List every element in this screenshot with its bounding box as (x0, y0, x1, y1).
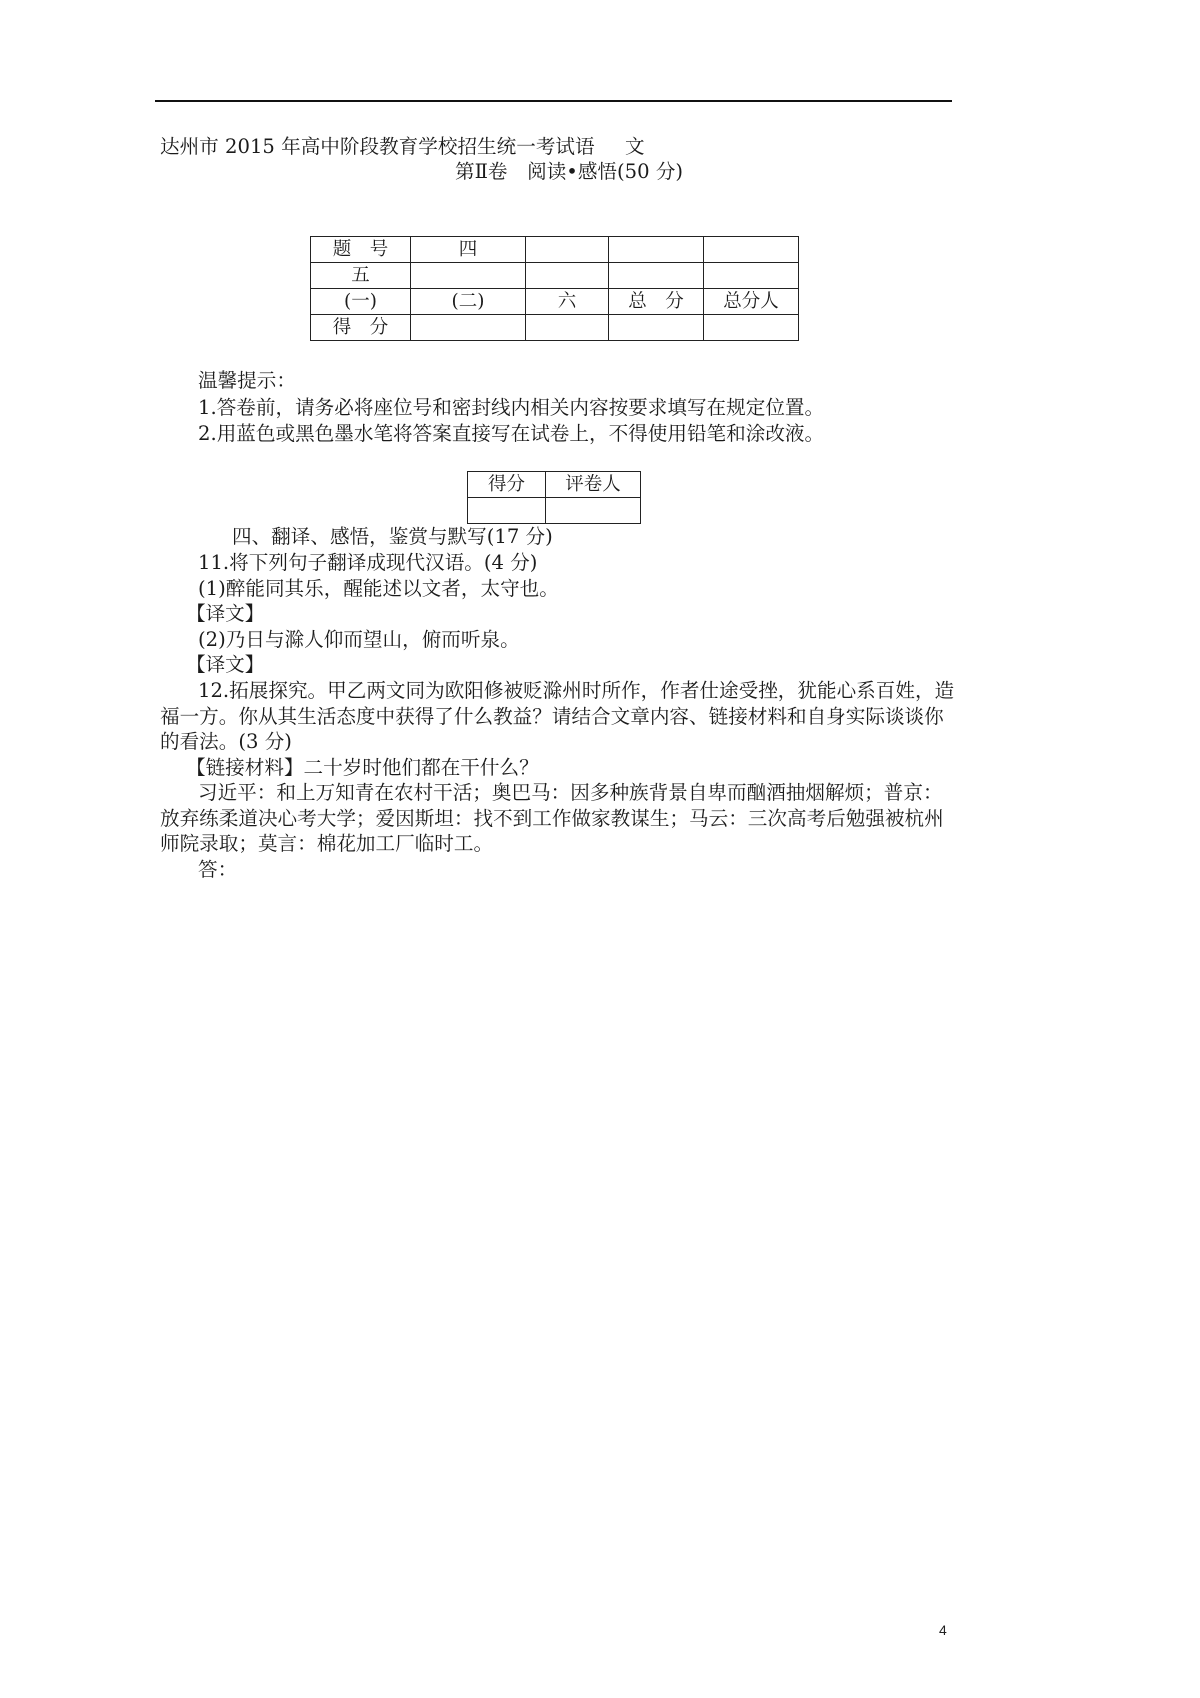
exam-title-subject: 文 (625, 135, 645, 158)
score-cell (704, 315, 799, 341)
link-material-heading: 【链接材料】二十岁时他们都在干什么？ (186, 756, 539, 779)
header-rule (155, 100, 952, 102)
score-cell (411, 315, 526, 341)
tips-heading: 温馨提示： (198, 369, 296, 392)
score-cell (609, 237, 704, 263)
score-cell: 总分人 (704, 289, 799, 315)
score-cell (526, 315, 609, 341)
grader-cell-grader: 评卷人 (546, 472, 641, 498)
link-material-line: 放弃练柔道决心考大学；爱因斯坦：找不到工作做家教谋生；马云：三次高考后勉强被杭州 (160, 807, 944, 830)
tip-item: 1.答卷前，请务必将座位号和密封线内相关内容按要求填写在规定位置。 (198, 396, 825, 419)
score-table-row (311, 237, 799, 263)
grader-cell-grader-value (546, 498, 641, 524)
grader-table (467, 471, 641, 524)
score-cell (526, 237, 609, 263)
grader-table-row (468, 498, 641, 524)
grader-table-row (468, 472, 641, 498)
score-table-row (311, 289, 799, 315)
score-cell (609, 263, 704, 289)
score-cell (704, 263, 799, 289)
page-number: 4 (939, 1622, 947, 1638)
translation-label: 【译文】 (186, 653, 265, 676)
score-cell (526, 263, 609, 289)
section-subtitle: 第Ⅱ卷 阅读•感悟(50 分) (455, 160, 684, 183)
question-12-line: 12.拓展探究。甲乙两文同为欧阳修被贬滁州时所作，作者仕途受挫，犹能心系百姓，造 (198, 679, 955, 702)
answer-label: 答： (198, 858, 238, 881)
grader-cell-score: 得分 (468, 472, 546, 498)
question-12-line: 福一方。你从其生活态度中获得了什么教益？请结合文章内容、链接材料和自身实际谈谈你 (160, 705, 944, 728)
score-cell: (二) (411, 289, 526, 315)
translation-label: 【译文】 (186, 602, 265, 625)
score-cell: 题 号 (311, 237, 411, 263)
question-11-prompt: 11.将下列句子翻译成现代汉语。(4 分) (198, 551, 538, 574)
question-11-sentence-1: (1)醉能同其乐，醒能述以文者，太守也。 (198, 577, 559, 600)
score-cell: 四 (411, 237, 526, 263)
score-cell: 五 (311, 263, 411, 289)
score-cell: 得 分 (311, 315, 411, 341)
link-material-line: 师院录取；莫言：棉花加工厂临时工。 (160, 832, 494, 855)
score-table-row (311, 315, 799, 341)
question-12-line: 的看法。(3 分) (160, 730, 292, 753)
score-cell (609, 315, 704, 341)
score-cell (704, 237, 799, 263)
link-material-line: 习近平：和上万知青在农村干活；奥巴马：因多种族背景自卑而酗酒抽烟解烦；普京： (198, 781, 943, 804)
question-11-sentence-2: (2)乃日与滁人仰而望山，俯而听泉。 (198, 628, 520, 651)
score-table (310, 236, 799, 341)
score-cell: 六 (526, 289, 609, 315)
score-table-row (311, 263, 799, 289)
score-cell: 总 分 (609, 289, 704, 315)
section-heading: 四、翻译、感悟，鉴赏与默写(17 分) (232, 525, 553, 548)
score-cell: (一) (311, 289, 411, 315)
score-cell (411, 263, 526, 289)
tip-item: 2.用蓝色或黑色墨水笔将答案直接写在试卷上，不得使用铅笔和涂改液。 (198, 422, 825, 445)
exam-title: 达州市 2015 年高中阶段教育学校招生统一考试语 (160, 135, 595, 158)
grader-cell-score-value (468, 498, 546, 524)
